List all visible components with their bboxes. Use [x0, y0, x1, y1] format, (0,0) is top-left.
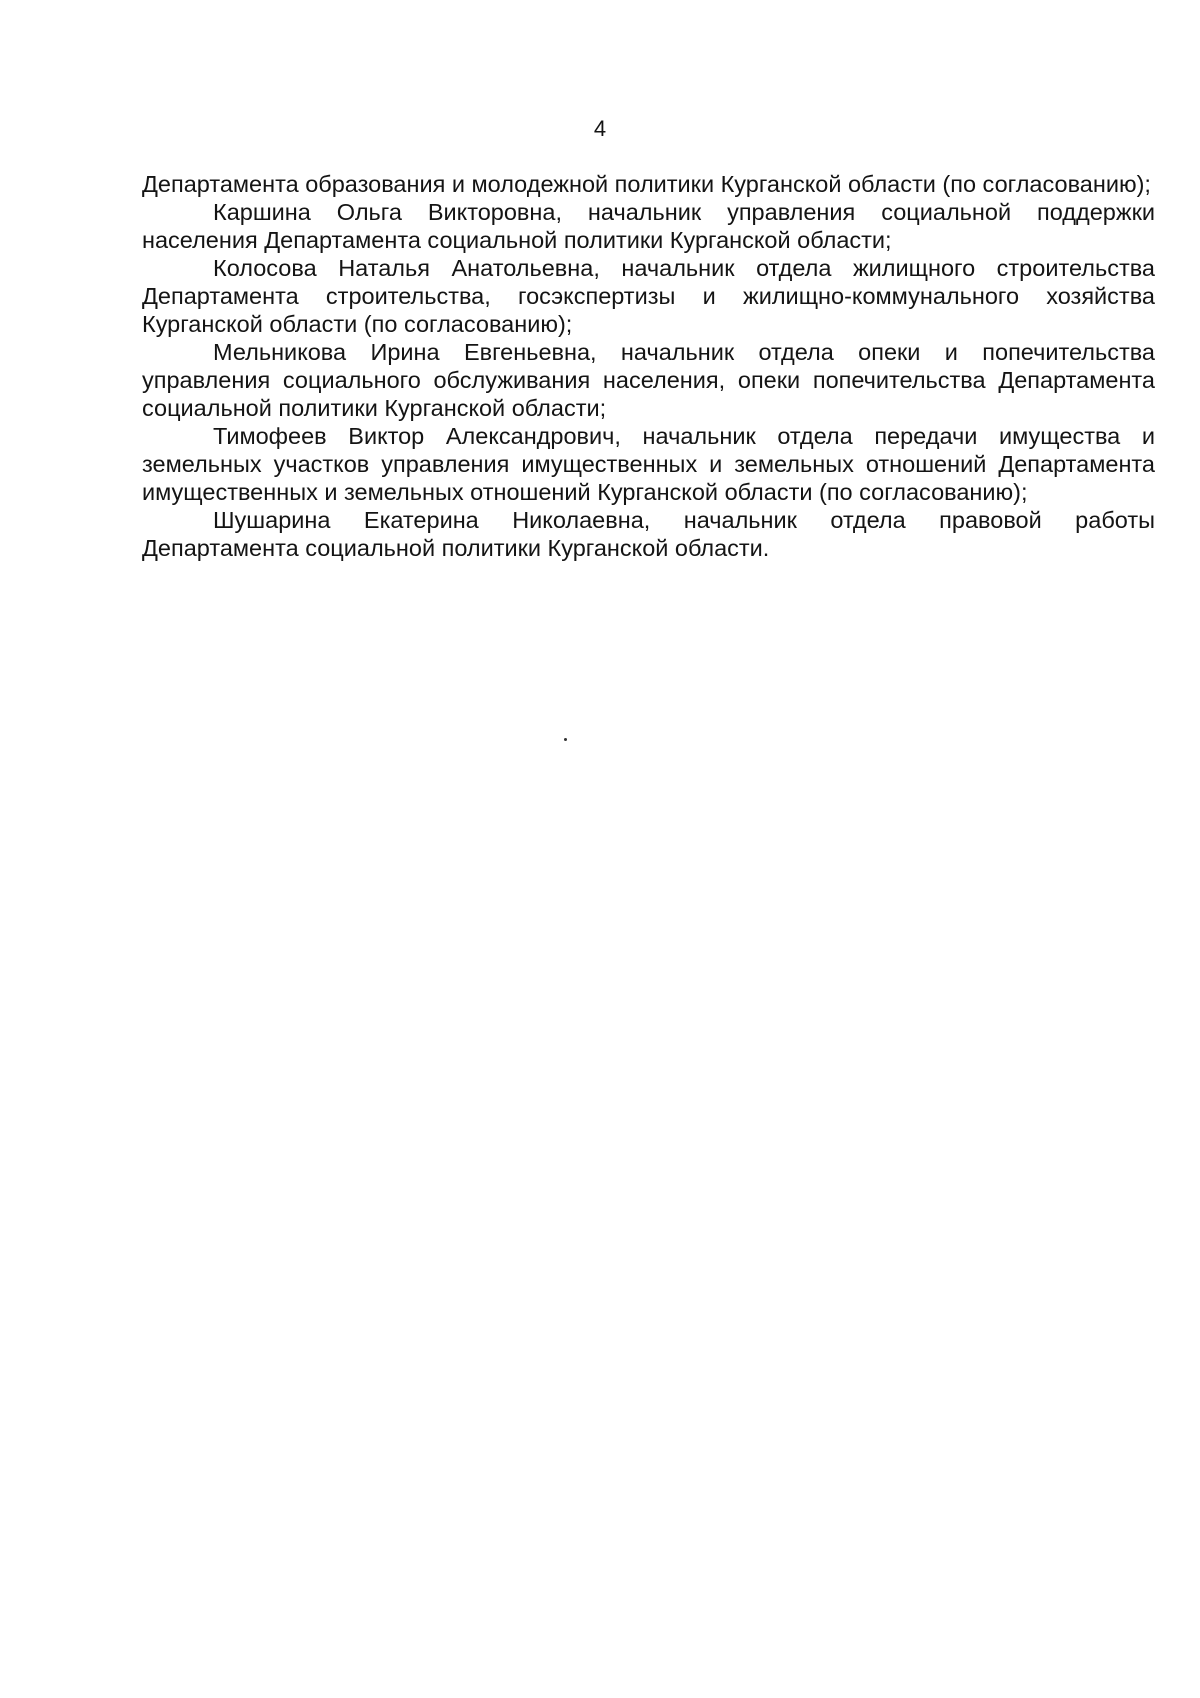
paragraph-shusharina: Шушарина Екатерина Николаевна, начальник отдела правовой работы Департамента социальной политики Курганской области. — [142, 507, 1155, 561]
paragraph-karshina: Каршина Ольга Викторовна, начальник управления социальной поддержки населения Департамента социальной политики Курганской области; — [142, 199, 1155, 253]
scan-artifact-dot — [564, 738, 567, 741]
paragraph-melnikova: Мельникова Ирина Евгеньевна, начальник отдела опеки и попечительства управления социального обслуживания населения, опеки попечительства Департамента социальной политики Курганской области; — [142, 339, 1155, 421]
paragraph-continuation: Департамента образования и молодежной политики Курганской области (по согласованию); — [142, 171, 1151, 197]
paragraph-timofeev: Тимофеев Виктор Александрович, начальник отдела передачи имущества и земельных участков управления имущественных и земельных отношений Департамента имущественных и земельных отношений Курганской области (по согласованию); — [142, 423, 1155, 505]
paragraph-kolosova: Колосова Наталья Анатольевна, начальник отдела жилищного строительства Департамента строительства, госэкспертизы и жилищно-коммунального хозяйства Курганской области (по согласованию); — [142, 255, 1155, 337]
document-body — [142, 170, 1155, 562]
page-number: 4 — [593, 116, 607, 141]
